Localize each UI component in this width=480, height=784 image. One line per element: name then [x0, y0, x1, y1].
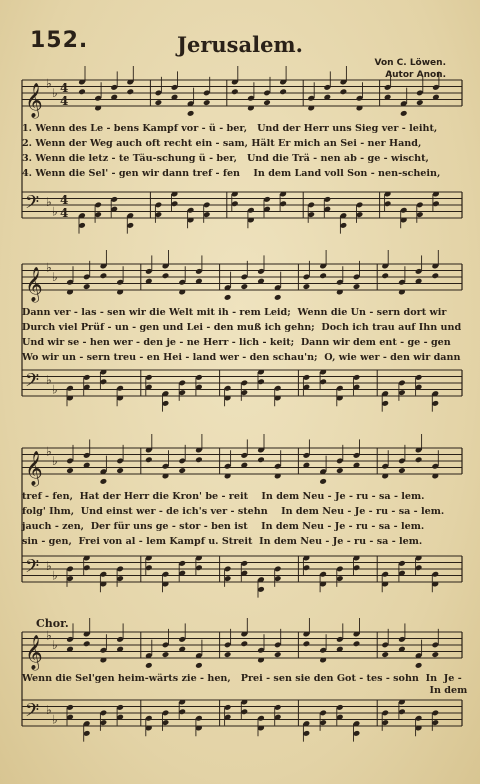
note-head — [431, 272, 439, 279]
flat-icon: ♭ — [46, 194, 52, 209]
lyric-line: Und wir se - hen wer - den je - ne Herr - lich - keit; Dann wir dem ent - ge - gen — [22, 337, 451, 348]
composer-credit: Von C. Löwen. — [374, 58, 446, 68]
note-head — [400, 110, 408, 117]
flat-icon: ♭ — [46, 372, 52, 387]
flat-icon: ♭ — [52, 712, 58, 727]
treble-clef-icon: 𝄞 — [25, 267, 43, 302]
note-head — [319, 272, 327, 279]
note-head — [100, 272, 108, 279]
chorus-label: Chor. — [36, 617, 69, 630]
note-head — [203, 99, 211, 106]
note-head — [319, 478, 327, 485]
note-head — [231, 88, 239, 95]
note-head — [224, 294, 232, 301]
note-head — [83, 640, 91, 647]
lyric-line: tref - fen, Hat der Herr die Kron' be - reit In dem Neu - Je - ru - sa - lem. — [22, 491, 425, 502]
note-head — [224, 651, 232, 658]
hymn-number: 152. — [30, 28, 89, 53]
lyric-line: jauch - zen, Der für uns ge - stor - ben ist In dem Neu - Je - ru - sa - lem. — [22, 521, 425, 532]
flat-icon: ♭ — [46, 702, 52, 717]
note-head — [303, 283, 311, 290]
time-signature: 4 — [60, 206, 69, 220]
note-head — [178, 467, 186, 474]
note-head — [78, 88, 86, 95]
flat-icon: ♭ — [46, 76, 52, 91]
note-head — [116, 467, 124, 474]
flat-icon: ♭ — [46, 444, 52, 459]
note-head — [257, 456, 265, 463]
lyric-line: 4. Wenn die Sel' - gen wir dann tref - fen In dem Land voll Son - nen-schein, — [22, 168, 441, 179]
note-head — [398, 467, 406, 474]
note-head — [195, 456, 203, 463]
author-credit: Autor Anon. — [385, 70, 446, 80]
note-head — [353, 283, 361, 290]
note-head — [100, 478, 108, 485]
note-head — [83, 283, 91, 290]
note-head — [340, 88, 348, 95]
note-head — [415, 662, 423, 669]
time-signature: 4 — [60, 94, 69, 108]
note-head — [126, 88, 134, 95]
lyric-line: 3. Wenn die letz - te Täu-schung ü - ber, Und die Trä - nen ab - ge - wischt, — [22, 153, 429, 164]
note-head — [415, 456, 423, 463]
lyric-line: In dem — [22, 685, 468, 696]
lyric-line: Wo wir un - sern treu - en Hei - land wer - den schau'n; O, wie wer - den wir dann — [22, 352, 461, 363]
note-head — [240, 640, 248, 647]
lyric-line: Durch viel Prüf - un - gen und Lei - den muß ich gehn; Doch ich trau auf Ihn und — [22, 322, 462, 333]
flat-icon: ♭ — [52, 638, 58, 652]
treble-clef-icon: 𝄞 — [25, 83, 43, 118]
flat-icon: ♭ — [52, 568, 58, 583]
lyric-line: sin - gen, Frei von al - lem Kampf u. Streit In dem Neu - Je - ru - sa - lem. — [22, 536, 423, 547]
treble-clef-icon: 𝄞 — [25, 451, 43, 486]
flat-icon: ♭ — [46, 558, 52, 573]
lyric-line: 1. Wenn des Le - bens Kampf vor - ü - ber, Und der Herr uns Sieg ver - leiht, — [22, 123, 438, 134]
lyric-line: Wenn die Sel'gen heim-wärts zie - hen, Prei - sen sie den Got - tes - sohn In Je - — [22, 673, 462, 684]
note-head — [195, 662, 203, 669]
lyric-line: 2. Wenn der Weg auch oft recht ein - sam, Hält Er mich an Sei - ner Hand, — [22, 138, 422, 149]
flat-icon: ♭ — [46, 628, 52, 643]
note-head — [66, 467, 74, 474]
note-head — [336, 467, 344, 474]
treble-clef-icon: 𝄞 — [25, 635, 43, 670]
note-head — [381, 651, 389, 658]
lyric-line: folg' Ihm, Und einst wer - de ich's ver - stehn In dem Neu - Je - ru - sa - lem. — [22, 506, 445, 517]
bass-clef-icon: 𝄢 — [25, 370, 40, 396]
flat-icon: ♭ — [52, 204, 58, 219]
note-head — [381, 272, 389, 279]
note-head — [274, 294, 282, 301]
note-head — [303, 640, 311, 647]
note-head — [431, 651, 439, 658]
note-head — [155, 99, 163, 106]
time-signature: 4 — [60, 81, 69, 95]
flat-icon: ♭ — [52, 454, 58, 468]
note-head — [145, 662, 153, 669]
flat-icon: ♭ — [52, 382, 58, 397]
bass-clef-icon: 𝄢 — [25, 700, 40, 726]
note-head — [416, 99, 424, 106]
note-head — [187, 110, 195, 117]
note-head — [353, 640, 361, 647]
note-head — [274, 651, 282, 658]
hymn-title: Jerusalem. — [177, 32, 303, 57]
lyric-line: Dann ver - las - sen wir die Welt mit ih - rem Leid; Wenn die Un - sern dort wir — [22, 307, 447, 318]
bass-clef-icon: 𝄢 — [25, 192, 40, 218]
note-head — [162, 272, 170, 279]
flat-icon: ♭ — [52, 270, 58, 284]
note-head — [145, 456, 153, 463]
bass-clef-icon: 𝄢 — [25, 556, 40, 582]
time-signature: 4 — [60, 193, 69, 207]
flat-icon: ♭ — [46, 260, 52, 275]
note-head — [279, 88, 287, 95]
note-head — [240, 283, 248, 290]
note-head — [162, 651, 170, 658]
flat-icon: ♭ — [52, 86, 58, 100]
note-head — [263, 99, 271, 106]
